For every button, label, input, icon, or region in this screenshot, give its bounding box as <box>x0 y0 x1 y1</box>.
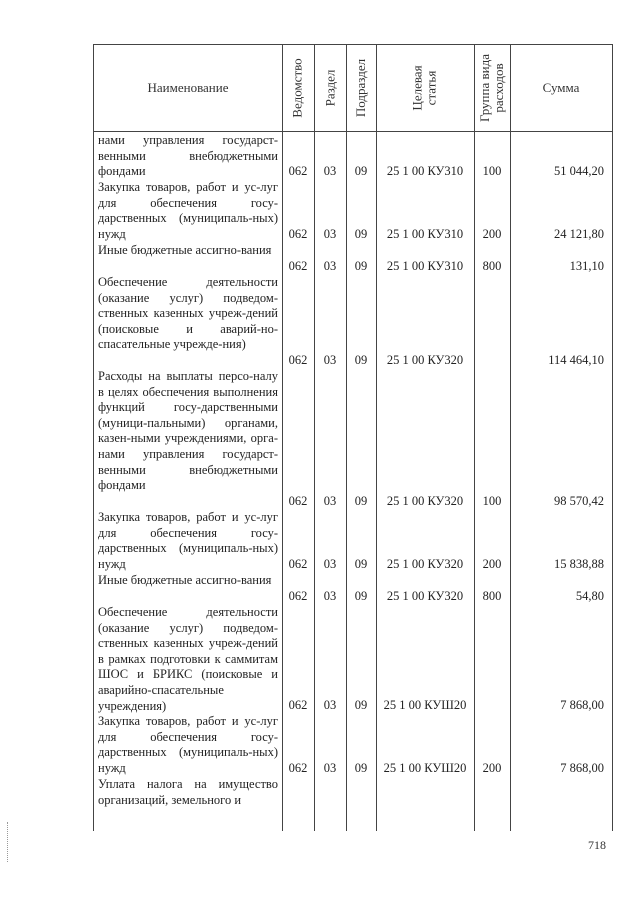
header-celevaya <box>376 45 474 131</box>
row-razdel: 03 <box>323 761 337 775</box>
row-razdel: 03 <box>323 698 337 712</box>
margin-mark <box>7 822 10 862</box>
row-razdel: 03 <box>323 353 337 367</box>
row-summa: 24 121,80 <box>554 227 604 241</box>
row-gruppa: 800 <box>482 589 502 603</box>
budget-table <box>93 44 613 831</box>
row-summa: 7 868,00 <box>560 698 604 712</box>
row-podrazdel: 09 <box>354 494 368 508</box>
row-podrazdel: 09 <box>354 761 368 775</box>
row-summa: 98 570,42 <box>554 494 604 508</box>
row-summa: 51 044,20 <box>554 164 604 178</box>
row-podrazdel: 09 <box>354 589 368 603</box>
row-name: Закупка товаров, работ и ус-луг для обеспечения госу-дарственных (муниципаль-ных) нужд <box>98 180 278 241</box>
row-celevaya: 25 1 00 КУ310 <box>386 259 464 273</box>
row-name: нами управления государст-венными внебюджетными фондами <box>98 133 278 179</box>
row-summa: 54,80 <box>575 589 604 603</box>
row-name: Закупка товаров, работ и ус-луг для обеспечения госу-дарственных (муниципаль-ных) нужд <box>98 510 278 571</box>
row-podrazdel: 09 <box>354 557 368 571</box>
row-vedomstvo: 062 <box>288 494 308 508</box>
row-vedomstvo: 062 <box>288 589 308 603</box>
row-celevaya: 25 1 00 КУШ20 <box>383 698 467 712</box>
row-vedomstvo: 062 <box>288 227 308 241</box>
row-razdel: 03 <box>323 557 337 571</box>
column-divider <box>474 45 475 831</box>
row-podrazdel: 09 <box>354 259 368 273</box>
header-summa-label: Сумма <box>542 80 580 95</box>
header-vedomstvo-label: Ведомство <box>290 58 305 118</box>
row-gruppa: 100 <box>482 494 502 508</box>
header-gruppa-label <box>478 54 506 122</box>
row-celevaya: 25 1 00 КУ310 <box>386 227 464 241</box>
row-razdel: 03 <box>323 164 337 178</box>
header-razdel <box>314 45 346 131</box>
row-celevaya: 25 1 00 КУ320 <box>386 589 464 603</box>
header-celevaya-label <box>411 65 439 110</box>
row-razdel: 03 <box>323 259 337 273</box>
header-celevaya-line1: Целевая <box>409 65 425 111</box>
row-name: Обеспечение деятельности (оказание услуг) подведом-ственных казенных учреж-дений (поисковые и аварий-но-спасательные учрежде-ния) <box>98 275 278 352</box>
row-name: Обеспечение деятельности (оказание услуг) подведом-ственных казенных учреж-дений в рамках подготовки к саммитам ШОС и БРИКС (поисковые и аварийно-спасательные учреждения) <box>98 605 278 713</box>
header-celevaya-line2: статья <box>423 70 439 106</box>
row-name: Иные бюджетные ассигно-вания <box>98 573 272 587</box>
row-gruppa: 200 <box>482 227 502 241</box>
row-gruppa: 100 <box>482 164 502 178</box>
row-name: Расходы на выплаты персо-налу в целях обеспечения выполнения функций госу-дарственными (муници-пальными) органами, казен-ными учреждениями, орга-нами управления государст-венными внебюджетными фондами <box>98 369 278 493</box>
header-summa <box>510 45 612 131</box>
row-summa: 131,10 <box>569 259 604 273</box>
row-razdel: 03 <box>323 494 337 508</box>
row-summa: 15 838,88 <box>554 557 604 571</box>
row-name: Иные бюджетные ассигно-вания <box>98 243 272 257</box>
row-summa: 114 464,10 <box>548 353 604 367</box>
header-name <box>94 45 282 131</box>
row-podrazdel: 09 <box>354 353 368 367</box>
row-name: Закупка товаров, работ и ус-луг для обеспечения госу-дарственных (муниципаль-ных) нужд <box>98 714 278 775</box>
header-podrazdel-label: Подраздел <box>353 58 369 118</box>
row-vedomstvo: 062 <box>288 557 308 571</box>
row-vedomstvo: 062 <box>288 259 308 273</box>
row-gruppa: 200 <box>482 557 502 571</box>
row-gruppa: 200 <box>482 761 502 775</box>
row-summa: 7 868,00 <box>560 761 604 775</box>
header-gruppa-line1: Группа вида <box>477 54 493 122</box>
row-celevaya: 25 1 00 КУ320 <box>386 494 464 508</box>
row-podrazdel: 09 <box>354 164 368 178</box>
row-celevaya: 25 1 00 КУ320 <box>386 353 464 367</box>
row-vedomstvo: 062 <box>288 761 308 775</box>
row-razdel: 03 <box>323 227 337 241</box>
row-gruppa: 800 <box>482 259 502 273</box>
header-name-label: Наименование <box>147 80 229 95</box>
row-celevaya: 25 1 00 КУШ20 <box>383 761 467 775</box>
row-vedomstvo: 062 <box>288 698 308 712</box>
header-razdel-label: Раздел <box>322 69 337 107</box>
header-vedomstvo <box>282 45 314 131</box>
row-celevaya: 25 1 00 КУ310 <box>386 164 464 178</box>
row-vedomstvo: 062 <box>288 353 308 367</box>
row-podrazdel: 09 <box>354 698 368 712</box>
header-podrazdel <box>346 45 376 131</box>
row-razdel: 03 <box>323 589 337 603</box>
page-number: 718 <box>588 838 606 852</box>
header-gruppa <box>474 45 510 131</box>
row-vedomstvo: 062 <box>288 164 308 178</box>
row-celevaya: 25 1 00 КУ320 <box>386 557 464 571</box>
row-name: Уплата налога на имущество организаций, земельного и <box>98 777 278 807</box>
row-podrazdel: 09 <box>354 227 368 241</box>
header-gruppa-line2: расходов <box>491 63 507 113</box>
header-divider <box>94 131 612 132</box>
